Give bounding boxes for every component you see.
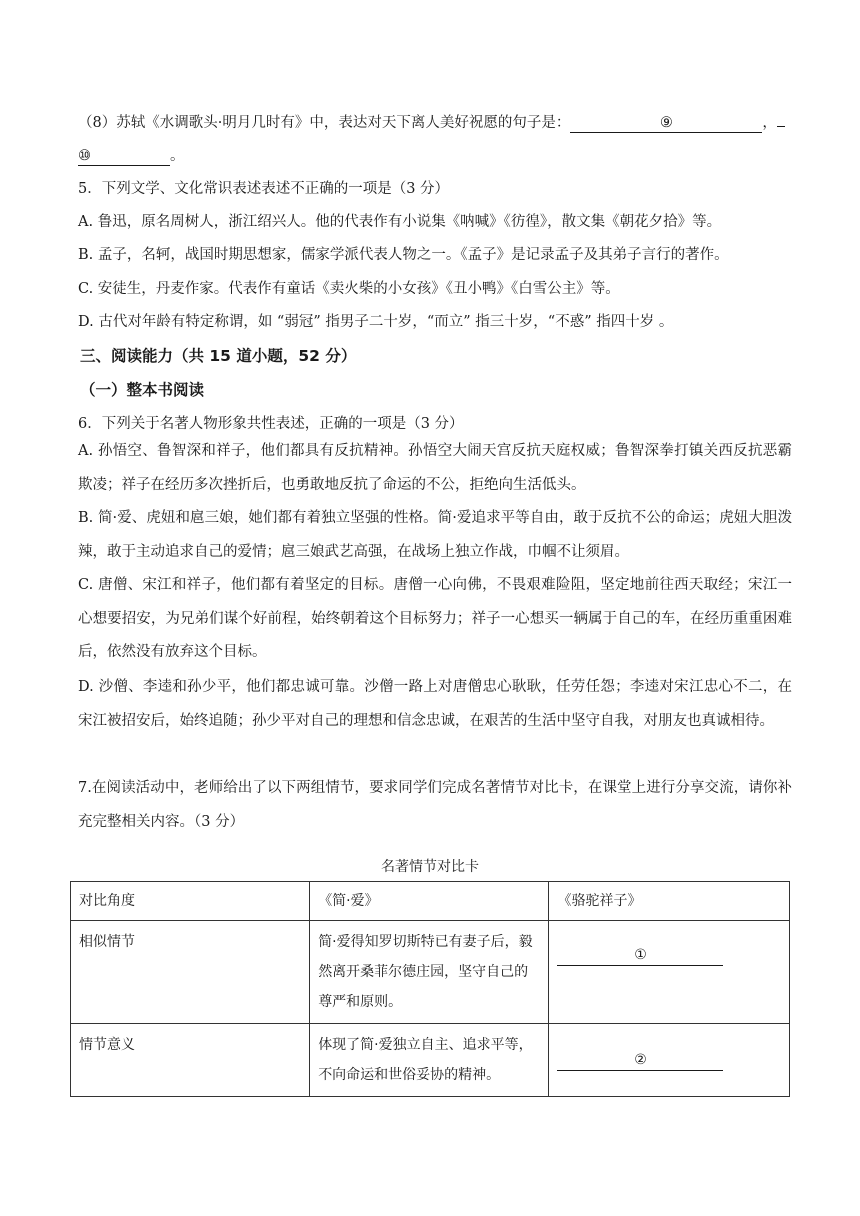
answer-blank-10[interactable]: ⑩ [78,147,170,166]
question-6-stem: 6．下列关于名著人物形象共性表述，正确的一项是（3 分） [78,416,464,432]
jane-eyre-cell: 简·爱得知罗切斯特已有妻子后，毅然离开桑菲尔德庄园，坚守自己的尊严和原则。 [310,921,549,1024]
header-jane-eyre: 《简·爱》 [310,882,549,921]
question-5-option-c: C. 安徒生，丹麦作家。代表作有童话《卖火柴的小女孩》《丑小鸭》《白雪公主》等。 [78,281,620,297]
answer-blank-2[interactable]: ② [557,1050,723,1071]
question-6-option-d: D. 沙僧、李逵和孙少平，他们都忠诚可靠。沙僧一路上对唐僧忠心耿耿，任劳任怨；李逵对宋江忠心不二，在宋江被招安后，始终追随；孙少平对自己的理想和信念忠诚，在艰苦的生活中坚守自我，对朋友也真诚相待。 [78,679,792,729]
xiangzi-cell [549,921,790,1024]
xiangzi-cell [549,1024,790,1097]
question-8-line2 [78,145,792,167]
section-3-subtitle: （一）整本书阅读 [80,381,205,399]
table-row [71,1024,790,1097]
separator: ， [762,115,777,131]
header-camel-xiangzi: 《骆驼祥子》 [549,882,790,921]
header-angle: 对比角度 [71,882,310,921]
question-8-text: （8）苏轼《水调歌头·明月几时有》中，表达对天下离人美好祝愿的句子是： [78,115,571,131]
question-6-option-b: B. 简·爱、虎妞和扈三娘，她们都有着独立坚强的性格。简·爱追求平等自由，敢于反抗不公的命运；虎妞大胆泼辣，敢于主动追求自己的爱情；扈三娘武艺高强，在战场上独立作战，巾帼不让须眉。 [78,510,792,560]
question-5-stem: 5．下列文学、文化常识表述表述不正确的一项是（3 分） [78,181,450,197]
row-label: 相似情节 [71,921,310,1024]
jane-eyre-cell: 体现了简·爱独立自主、追求平等，不向命运和世俗妥协的精神。 [310,1024,549,1097]
answer-blank-9-tail [777,126,785,127]
table-row [71,921,790,1024]
question-5-option-a: A. 鲁迅，原名周树人，浙江绍兴人。他的代表作有小说集《呐喊》《彷徨》，散文集《朝花夕拾》等。 [78,214,722,230]
answer-blank-1[interactable]: ① [557,945,723,966]
question-5-option-b: B. 孟子，名轲，战国时期思想家，儒家学派代表人物之一。《孟子》是记录孟子及其弟子言行的著作。 [78,247,729,263]
section-3-title: 三、阅读能力（共 15 道小题，52 分） [80,347,357,365]
question-6-option-a: A. 孙悟空、鲁智深和祥子，他们都具有反抗精神。孙悟空大闹天宫反抗天庭权威；鲁智深拳打镇关西反抗恶霸欺凌；祥子在经历多次挫折后，也勇敢地反抗了命运的不公，拒绝向生活低头。 [78,443,792,493]
table-caption: 名著情节对比卡 [381,859,479,875]
row-label: 情节意义 [71,1024,310,1097]
question-5-option-d: D. 古代对年龄有特定称谓，如 “弱冠” 指男子二十岁，“而立” 指三十岁，“不惑” 指四十岁 。 [78,314,674,330]
table-header-row [71,882,790,921]
period: 。 [170,148,185,164]
answer-blank-9[interactable]: ⑨ [570,114,762,133]
question-7-stem: 7.在阅读活动中，老师给出了以下两组情节，要求同学们完成名著情节对比卡，在课堂上进行分享交流，请你补充完整相关内容。（3 分） [78,780,792,830]
comparison-table [70,881,790,1097]
question-6-option-c: C. 唐僧、宋江和祥子，他们都有着坚定的目标。唐僧一心向佛，不畏艰难险阻，坚定地前往西天取经；宋江一心想要招安，为兄弟们谋个好前程，始终朝着这个目标努力；祥子一心想买一辆属于自己的车，在经历重重困难后，依然没有放弃这个目标。 [78,577,792,660]
question-8 [78,112,792,134]
